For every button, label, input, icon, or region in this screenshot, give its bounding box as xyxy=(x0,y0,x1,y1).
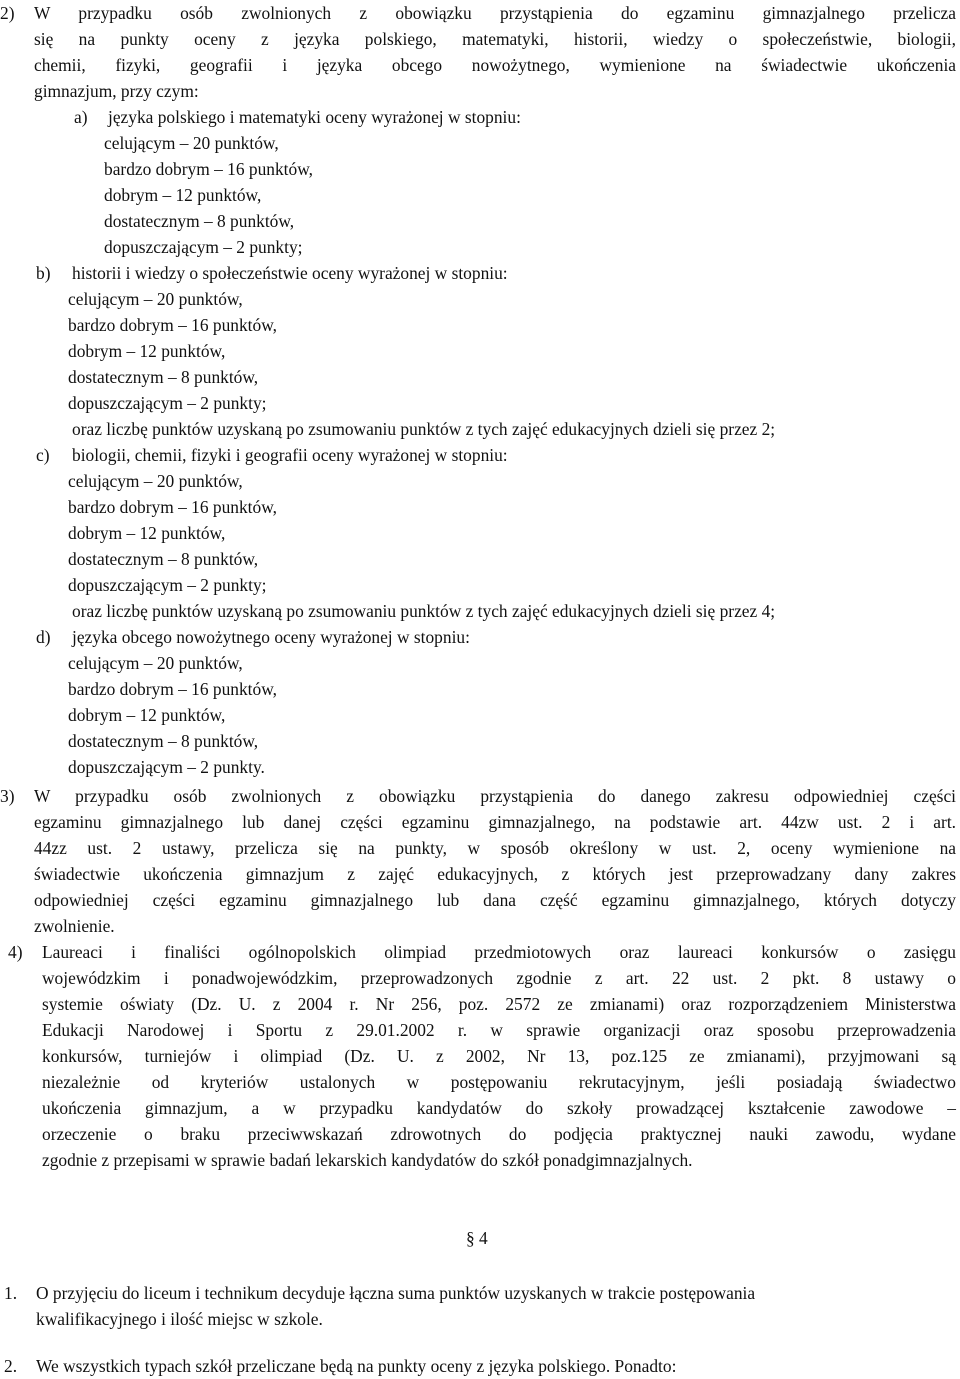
grade-item: celującym – 20 punktów, xyxy=(104,133,279,153)
item-2-intro-line: się na punkty oceny z języka polskiego, matematyki, historii, wiedzy o społeczeństwie, biologii, xyxy=(34,29,956,49)
grade-item: dostatecznym – 8 punktów, xyxy=(68,731,259,751)
subsection-b-note: oraz liczbę punktów uzyskaną po zsumowaniu punktów z tych zajęć edukacyjnych dzieli się przez 2; xyxy=(72,419,776,439)
subsection-a-label: a) xyxy=(74,107,88,127)
item-4-line: ukończenia gimnazjum, a w przypadku kandydatów do szkoły prowadzącej kształcenie zawodowe – xyxy=(42,1098,956,1118)
point-1-number: 1. xyxy=(4,1283,18,1303)
item-3-line: 44zz ust. 2 ustawy, przelicza się na punkty, w sposób określony w ust. 2, oceny wymienione na xyxy=(34,838,956,858)
item-4-line: orzeczenie o braku przeciwwskazań zdrowotnych do podjęcia praktycznej nauki zawodu, wydane xyxy=(42,1124,956,1144)
item-3-line: odpowiedniej części egzaminu gimnazjalnego lub dana część egzaminu gimnazjalnego, których dotyczy xyxy=(34,890,956,910)
subsection-c-note: oraz liczbę punktów uzyskaną po zsumowaniu punktów z tych zajęć edukacyjnych dzieli się przez 4; xyxy=(72,601,776,621)
grade-item: dobrym – 12 punktów, xyxy=(68,341,226,361)
grade-item: dopuszczającym – 2 punkty; xyxy=(68,575,267,595)
subsection-a-title: języka polskiego i matematyki oceny wyrażonej w stopniu: xyxy=(108,107,521,127)
item-4-number: 4) xyxy=(8,942,23,962)
section-heading: § 4 xyxy=(466,1228,488,1248)
grade-item: dopuszczającym – 2 punkty; xyxy=(104,237,303,257)
item-3-line: świadectwie ukończenia gimnazjum z zajęć edukacyjnych, z których jest przeprowadzany dany zakres xyxy=(34,864,956,884)
point-2-number: 2. xyxy=(4,1356,18,1376)
subsection-c-label: c) xyxy=(36,445,50,465)
item-2-intro-line: gimnazjum, przy czym: xyxy=(34,81,199,101)
grade-item: dostatecznym – 8 punktów, xyxy=(68,367,259,387)
item-2-intro-line: W przypadku osób zwolnionych z obowiązku przystąpienia do egzaminu gimnazjalnego przelicza xyxy=(34,3,956,23)
subsection-b-title: historii i wiedzy o społeczeństwie oceny wyrażonej w stopniu: xyxy=(72,263,508,283)
item-4-line: Laureaci i finaliści ogólnopolskich olimpiad przedmiotowych oraz laureaci konkursów o zasięgu xyxy=(42,942,956,962)
subsection-c-title: biologii, chemii, fizyki i geografii oceny wyrażonej w stopniu: xyxy=(72,445,508,465)
grade-item: dobrym – 12 punktów, xyxy=(68,523,226,543)
item-4-line: wojewódzkim i ponadwojewódzkim, przeprowadzonych zgodnie z art. 22 ust. 2 pkt. 8 ustawy o xyxy=(42,968,956,988)
grade-item: dostatecznym – 8 punktów, xyxy=(104,211,295,231)
item-3-line: egzaminu gimnazjalnego lub danej części egzaminu gimnazjalnego, na podstawie art. 44zw ust. 2 i art. xyxy=(34,812,956,832)
subsection-b-label: b) xyxy=(36,263,51,283)
grade-item: bardzo dobrym – 16 punktów, xyxy=(104,159,313,179)
grade-item: bardzo dobrym – 16 punktów, xyxy=(68,497,277,517)
grade-item: celującym – 20 punktów, xyxy=(68,289,243,309)
grade-item: dobrym – 12 punktów, xyxy=(104,185,262,205)
point-1-line: kwalifikacyjnego i ilość miejsc w szkole. xyxy=(36,1309,323,1329)
item-2-number: 2) xyxy=(0,3,15,23)
item-2-intro-line: chemii, fizyki, geografii i języka obcego nowożytnego, wymienione na świadectwie ukończenia xyxy=(34,55,956,75)
point-2-line: We wszystkich typach szkół przeliczane będą na punkty oceny z języka polskiego. Ponadto: xyxy=(36,1356,677,1376)
grade-item: dopuszczającym – 2 punkty; xyxy=(68,393,267,413)
grade-item: bardzo dobrym – 16 punktów, xyxy=(68,679,277,699)
item-3-line: W przypadku osób zwolnionych z obowiązku przystąpienia do danego zakresu odpowiedniej części xyxy=(34,786,956,806)
item-3-number: 3) xyxy=(0,786,15,806)
grade-item: celującym – 20 punktów, xyxy=(68,653,243,673)
grade-item: bardzo dobrym – 16 punktów, xyxy=(68,315,277,335)
item-4-line: konkursów, turniejów i olimpiad (Dz. U. z 2002, Nr 13, poz.125 ze zmianami), przyjmowani są xyxy=(42,1046,956,1066)
item-4-line: systemie oświaty (Dz. U. z 2004 r. Nr 256, poz. 2572 ze zmianami) oraz rozporządzeniem Ministerstwa xyxy=(42,994,956,1014)
grade-item: dostatecznym – 8 punktów, xyxy=(68,549,259,569)
point-1-line: O przyjęciu do liceum i technikum decyduje łączna suma punktów uzyskanych w trakcie postępowania xyxy=(36,1283,756,1303)
item-3-line: zwolnienie. xyxy=(34,916,115,936)
grade-item: dopuszczającym – 2 punkty. xyxy=(68,757,265,777)
subsection-d-label: d) xyxy=(36,627,51,647)
item-4-line: zgodnie z przepisami w sprawie badań lekarskich kandydatów do szkół ponadgimnazjalnych. xyxy=(42,1150,693,1170)
item-4-line: niezależnie od kryteriów ustalonych w postępowaniu rekrutacyjnym, jeśli posiadają świadectwo xyxy=(42,1072,956,1092)
subsection-d-title: języka obcego nowożytnego oceny wyrażonej w stopniu: xyxy=(72,627,470,647)
item-4-line: Edukacji Narodowej i Sportu z 29.01.2002 r. w sprawie organizacji oraz sposobu przeprowadzenia xyxy=(42,1020,956,1040)
grade-item: celującym – 20 punktów, xyxy=(68,471,243,491)
grade-item: dobrym – 12 punktów, xyxy=(68,705,226,725)
